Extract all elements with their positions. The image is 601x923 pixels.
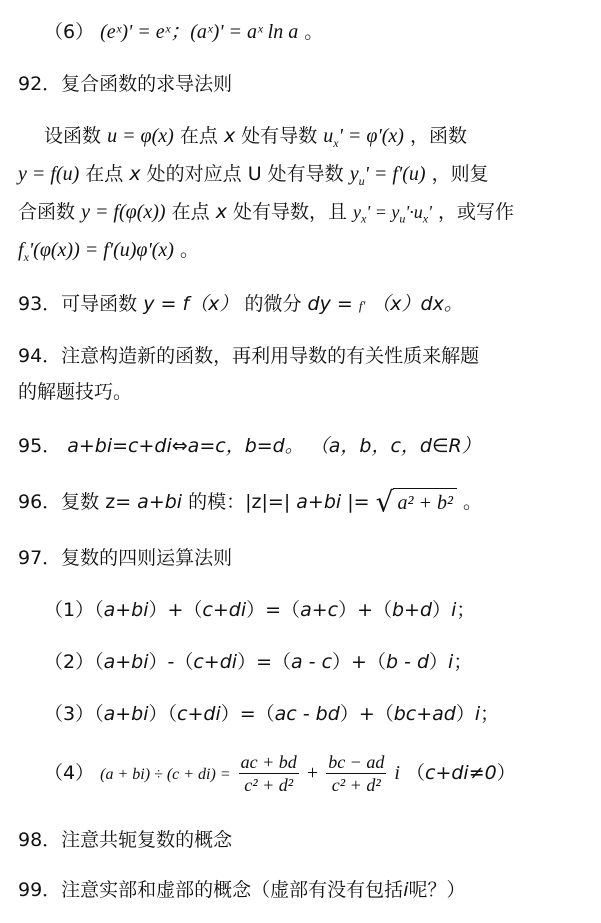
variable: x <box>129 163 141 185</box>
fraction-real <box>239 751 299 796</box>
punctuation: ； <box>480 703 500 725</box>
text: 在点 <box>171 201 210 223</box>
item-92-line-1 <box>44 122 467 157</box>
fraction-imag <box>326 751 386 796</box>
formula: ' = y <box>366 202 400 222</box>
formula: '·u <box>405 202 423 222</box>
text: 在点 <box>85 163 124 185</box>
numerator: bc − ad <box>328 752 385 772</box>
formula: c+di <box>177 703 221 725</box>
punctuation: ； <box>456 599 476 621</box>
punctuation: ； <box>453 651 473 673</box>
punctuation: 。 <box>463 491 483 513</box>
formula: (a + bi) ÷ (c + di) = <box>100 766 231 783</box>
text: ）（ <box>148 703 178 725</box>
formula: b+d <box>392 599 433 621</box>
text: 合函数 <box>18 201 76 223</box>
radicand: a² + b² <box>393 488 457 517</box>
text: （4） <box>44 762 95 784</box>
item-number: （6） <box>44 21 95 43</box>
text: 96．复数 z= <box>18 491 132 513</box>
subscript: x <box>361 211 367 226</box>
subscript: x <box>333 136 339 150</box>
text: |= <box>347 491 370 513</box>
formula: a - c <box>291 651 333 673</box>
formula: （a，b，c，d∈R） <box>309 435 481 457</box>
text: ，则复 <box>431 163 489 185</box>
formula: ' = φ'(x) <box>338 125 404 147</box>
text: ）+（ <box>339 703 394 725</box>
variable: x <box>215 201 227 223</box>
text: 的微分 <box>244 293 302 315</box>
formula: ' <box>428 202 432 222</box>
formula: '(φ(x)) = f'(u)φ'(x) <box>28 239 174 261</box>
text: ）-（ <box>148 651 194 673</box>
radical-sign: √ <box>375 485 394 519</box>
subscript: u <box>399 211 406 226</box>
text: ）+（ <box>338 599 392 621</box>
formula: bc+ad <box>393 703 456 725</box>
formula: a+bi <box>296 491 342 513</box>
numerator: ac + bd <box>240 752 297 772</box>
text: ）+（ <box>332 651 386 673</box>
item-98: 98．注意共轭复数的概念 <box>18 829 233 851</box>
item-92-heading: 92．复合函数的求导法则 <box>18 73 233 95</box>
formula: ac - bd <box>274 703 340 725</box>
exp-derivative-formula: (eˣ)' = eˣ；(aˣ)' = aˣ ln a <box>100 21 299 43</box>
formula: （x）dx。 <box>371 293 463 315</box>
text: ）=（ <box>220 703 275 725</box>
text: ）=（ <box>246 599 301 621</box>
item-94-line-2: 的解题技巧。 <box>18 381 133 403</box>
rule-division <box>44 748 516 800</box>
formula: i <box>451 599 457 621</box>
item-95 <box>18 432 481 460</box>
formula: a+bi <box>103 703 149 725</box>
formula: y = f(u) <box>18 163 80 185</box>
variable: x <box>223 125 236 147</box>
formula: a+bi <box>137 491 183 513</box>
formula: b - d <box>385 651 430 673</box>
text: ） <box>496 762 516 784</box>
formula: ' = f'(u) <box>364 163 426 185</box>
text: （3）（ <box>44 703 104 725</box>
text: ）=（ <box>237 651 291 673</box>
text: 设函数 <box>44 125 102 147</box>
formula: a+c <box>300 599 339 621</box>
text: （ <box>405 762 425 784</box>
formula: dy = <box>307 293 353 315</box>
denominator: c² + d² <box>244 775 294 795</box>
text: 99．注意实部和虚部的概念（虚部有没有包括 <box>18 879 404 901</box>
item-94-line-1: 94．注意构造新的函数，再利用导数的有关性质来解题 <box>18 345 480 367</box>
formula: i <box>403 879 409 901</box>
item-92-line-4 <box>18 236 199 271</box>
formula: a+bi <box>103 651 149 673</box>
text: 处有导数 <box>241 125 318 147</box>
formula: i <box>474 703 481 725</box>
text: （2）（ <box>44 651 104 673</box>
sqrt-expression <box>375 485 457 519</box>
item-92-line-2 <box>18 160 489 195</box>
imaginary-unit: i <box>394 762 400 784</box>
text: ）+（ <box>148 599 203 621</box>
rule-multiplication <box>44 700 499 728</box>
condition: c+di≠0 <box>425 762 497 784</box>
formula: c+di <box>202 599 247 621</box>
rule-subtraction <box>44 648 472 676</box>
text: 95． <box>18 435 62 457</box>
text: ，或写作 <box>437 201 514 223</box>
formula: u = φ(x) <box>107 125 174 147</box>
formula: y <box>349 163 359 185</box>
text: 处有导数，且 <box>232 201 347 223</box>
denominator: c² + d² <box>331 775 381 795</box>
formula: a+bi <box>103 599 149 621</box>
text: ） <box>455 703 475 725</box>
text: （1）（ <box>44 599 104 621</box>
text: ） <box>432 599 452 621</box>
subscript: x <box>422 211 429 226</box>
formula: y <box>353 202 362 222</box>
formula: c+di <box>193 651 238 673</box>
text: ） <box>429 651 449 673</box>
formula: i <box>448 651 454 673</box>
item-93 <box>18 290 463 320</box>
rule-addition <box>44 596 475 624</box>
text: 呢？） <box>408 879 466 901</box>
item-92-line-3 <box>18 198 514 233</box>
formula: f <box>18 239 24 261</box>
text: 的模：|z|=| <box>188 491 291 513</box>
punctuation: 。 <box>180 239 200 261</box>
subscript: u <box>358 174 365 188</box>
formula: a+bi=c+di⇔a=c，b=d。 <box>67 435 304 457</box>
item-96 <box>18 485 483 519</box>
formula: f' <box>358 298 366 313</box>
text: ，函数 <box>409 125 467 147</box>
text: 在点 <box>179 125 218 147</box>
formula: u <box>323 125 334 147</box>
formula: y = f（x） <box>143 293 239 315</box>
text: 处的对应点 U 处有导数 <box>146 163 344 185</box>
item-99 <box>18 876 465 904</box>
plus: + <box>306 762 319 784</box>
subscript: x <box>23 250 29 264</box>
text: 93．可导函数 <box>18 293 138 315</box>
punctuation: 。 <box>304 21 324 43</box>
formula-line-6 <box>44 18 323 46</box>
item-97-heading: 97．复数的四则运算法则 <box>18 547 233 569</box>
formula: y = f(φ(x)) <box>81 201 166 223</box>
